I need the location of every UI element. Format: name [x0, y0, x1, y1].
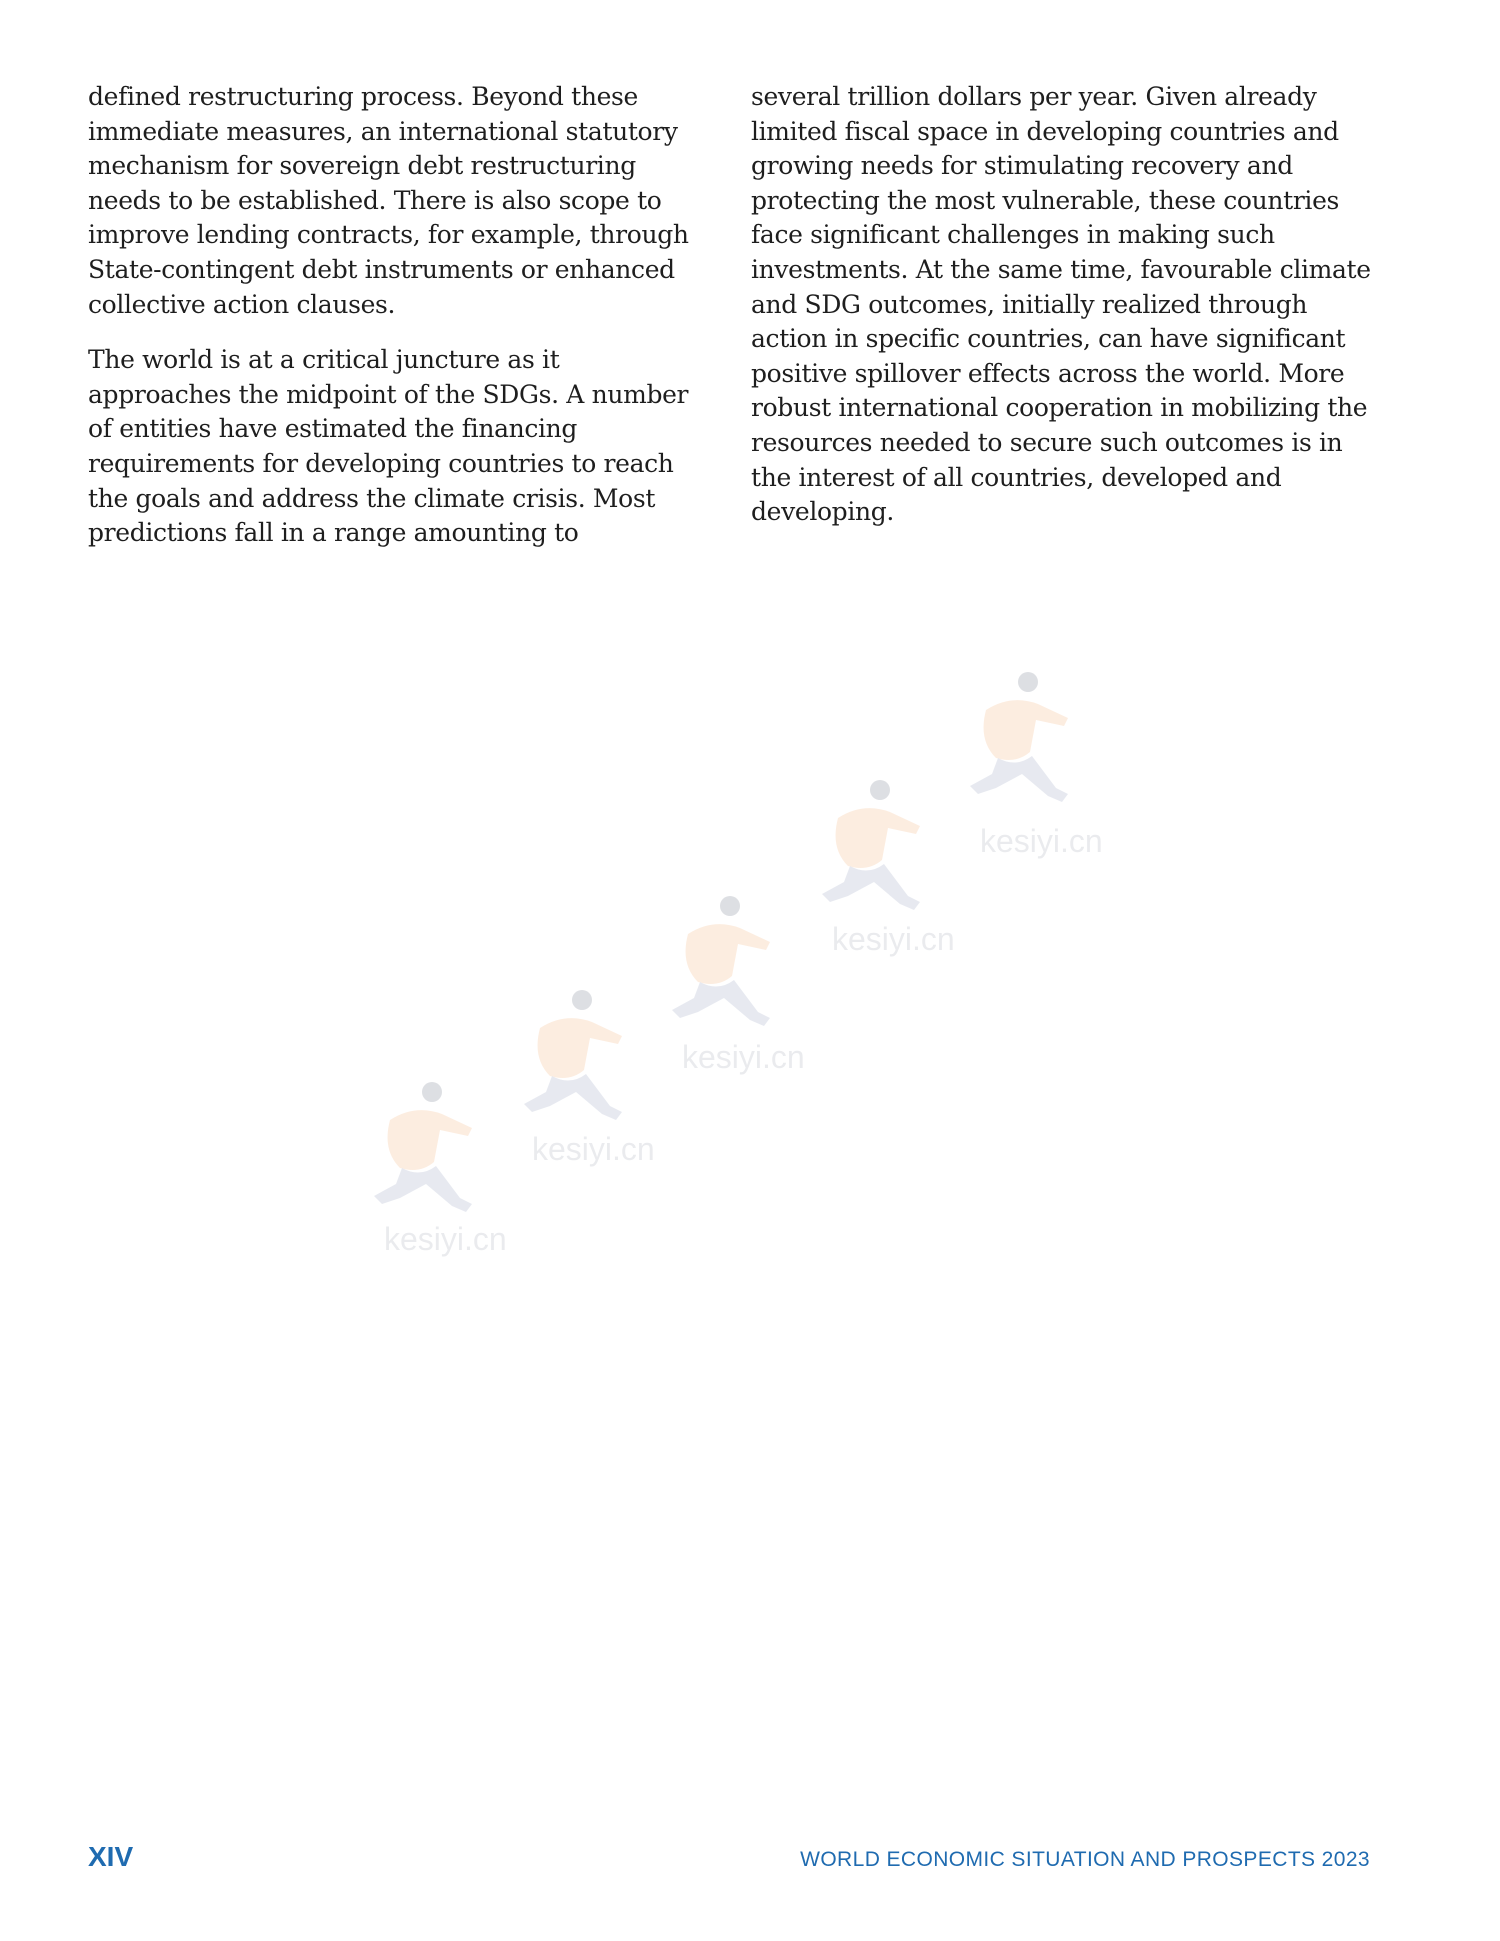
- watermark-text: kesiyi.cn: [682, 1039, 805, 1075]
- watermark-text: kesiyi.cn: [384, 1221, 507, 1257]
- paragraph-critical-juncture: The world is at a critical juncture as it approaches the midpoint of the SDGs. A number of entities have estimated the financing requirements for developing countries to reach the goals and address the climate crisis. Most predictions fall in a range amounting to: [88, 345, 689, 548]
- publication-title: WORLD ECONOMIC SITUATION AND PROSPECTS 2023: [800, 1848, 1370, 1871]
- watermark-text: kesiyi.cn: [832, 921, 955, 957]
- paragraph-financing-challenges: several trillion dollars per year. Given already limited fiscal space in developing countries and growing needs for stimulating recovery and protecting the most vulnerable, these countries face significant challenges in making such investments. At the same time, favourable climate and SDG outcomes, initially realized through action in specific countries, can have significant positive spillover effects across the world. More robust international cooperation in mobilizing the resources needed to secure such outcomes is in the interest of all countries, developed and developing.: [751, 82, 1371, 527]
- left-text-column: [88, 80, 708, 572]
- page-number: XIV: [88, 1841, 134, 1872]
- paragraph-debt-restructuring: defined restructuring process. Beyond these immediate measures, an international statutory mechanism for sovereign debt restructuring needs to be established. There is also scope to improve lending contracts, for example, through State-contingent debt instruments or enhanced collective action clauses.: [88, 82, 689, 319]
- watermark: [360, 670, 1140, 1290]
- watermark-text: kesiyi.cn: [532, 1131, 655, 1167]
- running-person-icon: [374, 672, 1068, 1212]
- watermark-text-group: [384, 823, 1103, 1257]
- right-text-column: [751, 80, 1371, 551]
- watermark-text: kesiyi.cn: [980, 823, 1103, 859]
